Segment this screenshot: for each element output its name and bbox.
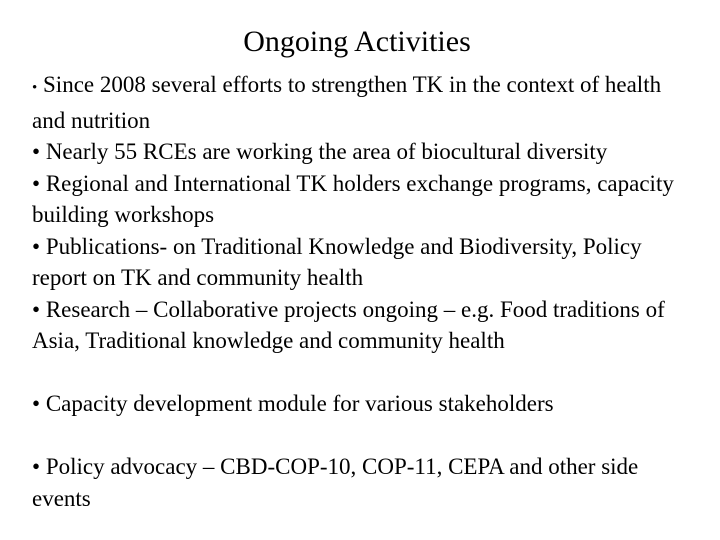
bullet-item	[32, 136, 696, 168]
bullet-item	[32, 168, 696, 231]
bullet-item	[32, 294, 696, 357]
bullet-dot-icon: •	[32, 80, 38, 96]
bullet-dot-icon: •	[32, 391, 41, 416]
bullet-dot-icon: •	[32, 296, 41, 322]
bullet-dot-icon: •	[32, 454, 41, 479]
bullet-text: Since 2008 several efforts to strengthen TK in the context of health and nutrition	[32, 72, 662, 133]
bullet-text: Capacity development module for various stakeholders	[45, 391, 554, 416]
slide-title: Ongoing Activities	[243, 25, 471, 58]
bullet-text: Policy advocacy – CBD-COP-10, COP-11, CEPA and other side events	[32, 454, 639, 511]
bullet-text: Publications- on Traditional Knowledge and Biodiversity, Policy report on TK and community health	[32, 233, 642, 290]
bullet-item	[32, 388, 696, 420]
bullet-text: Regional and International TK holders exchange programs, capacity building workshops	[32, 170, 674, 227]
bullet-dot-icon: •	[32, 139, 41, 164]
bullet-item	[32, 231, 696, 294]
bullet-text: Nearly 55 RCEs are working the area of biocultural diversity	[45, 139, 608, 164]
bullet-dot-icon: •	[32, 170, 41, 196]
bullet-item	[32, 69, 696, 136]
bullet-list	[32, 69, 696, 514]
bullet-item	[32, 451, 696, 514]
bullet-dot-icon: •	[32, 233, 41, 259]
bullet-text: Research – Collaborative projects ongoing – e.g. Food traditions of Asia, Traditional knowledge and community health	[32, 296, 665, 353]
